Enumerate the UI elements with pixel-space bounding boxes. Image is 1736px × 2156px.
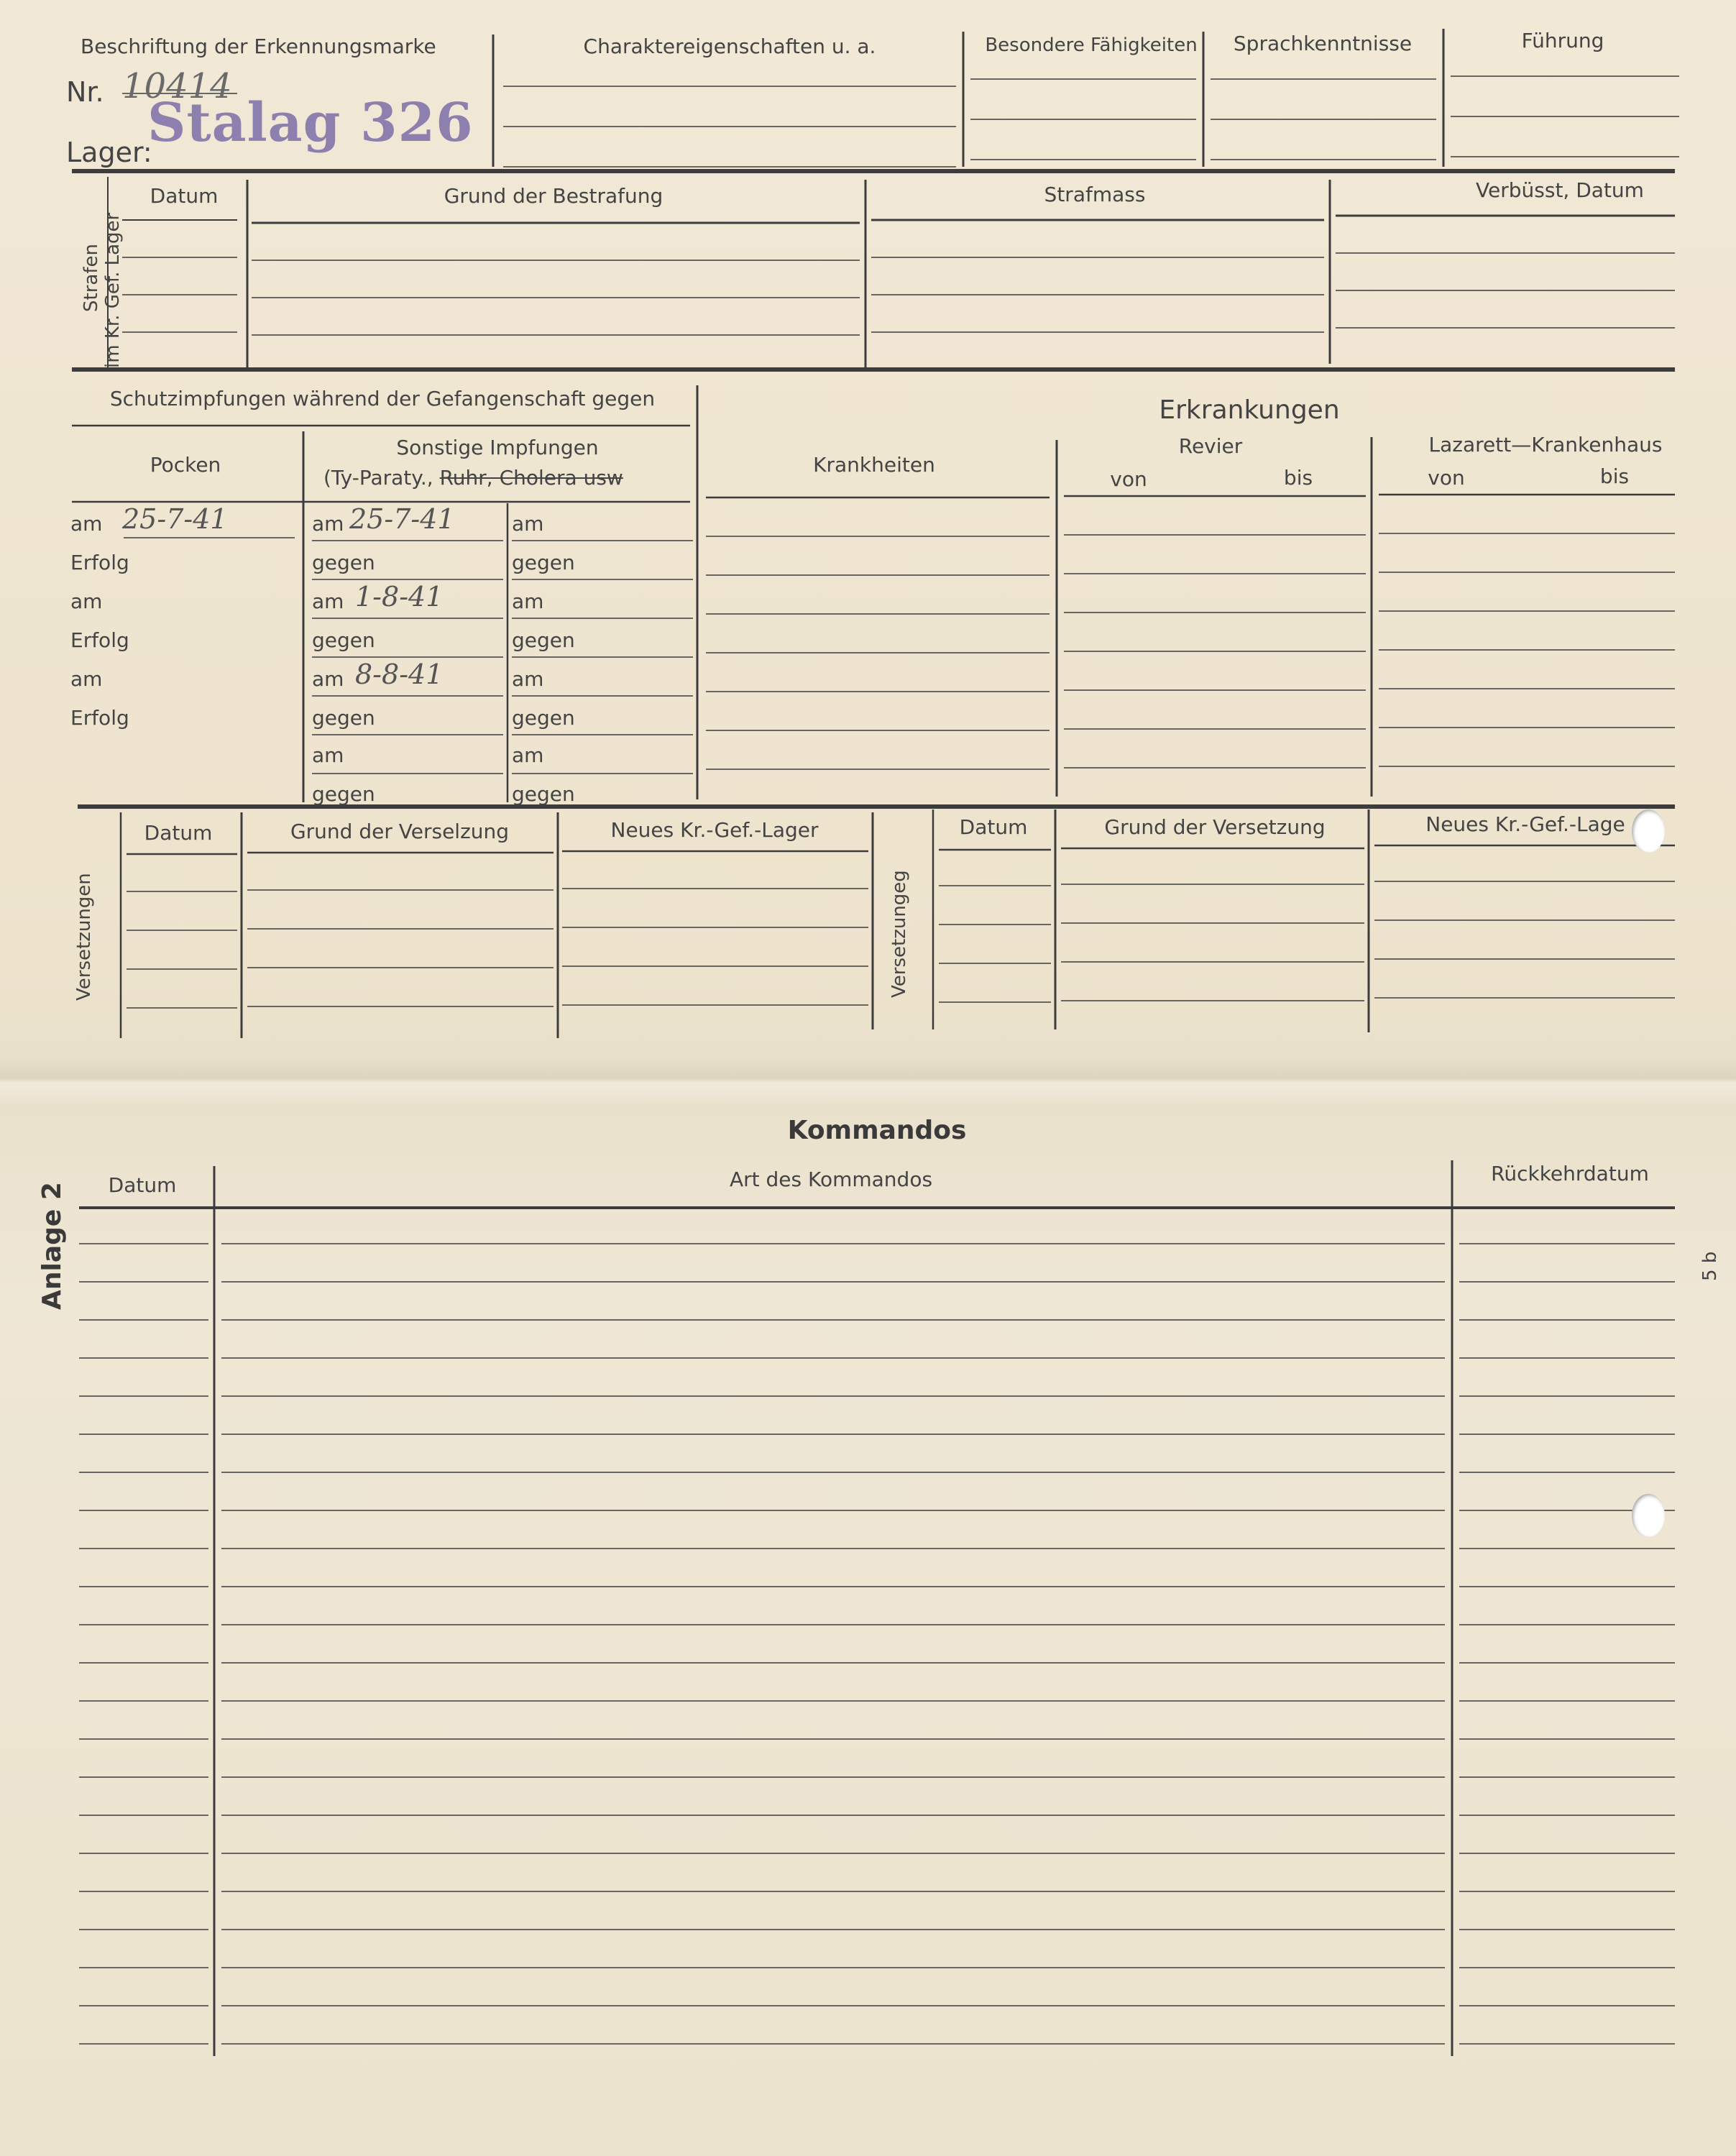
kommandos-col-art: Art des Kommandos [729, 1168, 933, 1191]
sonstige-date-2: 1-8-41 [355, 581, 444, 613]
erkrankungen-col-revier: Revier [1178, 434, 1243, 458]
sonstige-a-gegen: gegen [312, 782, 375, 806]
pocken-row-am: am [70, 512, 103, 536]
sonstige-b-gegen: gegen [512, 551, 575, 574]
sonstige-b-gegen: gegen [512, 782, 575, 806]
col-beschriftung-header: Beschriftung der Erkennungsmarke [81, 35, 436, 58]
sonstige-a-gegen: gegen [312, 706, 375, 730]
nr-label: Nr. [66, 76, 104, 108]
pocken-row-am: am [70, 590, 103, 613]
pocken-row-erfolg: Erfolg [70, 551, 129, 574]
punch-hole-bottom [1632, 1494, 1665, 1537]
pocken-row-erfolg: Erfolg [70, 706, 129, 730]
lager-stamp: Stalag 326 [147, 92, 474, 154]
pocken-row-erfolg: Erfolg [70, 628, 129, 652]
revier-von: von [1110, 467, 1147, 491]
col-sprach-header: Sprachkenntnisse [1233, 32, 1413, 55]
punch-hole-top [1632, 809, 1665, 853]
strafen-col-grund: Grund der Bestrafung [444, 184, 663, 208]
kommandos-col-rueckkehr: Rückkehrdatum [1491, 1162, 1649, 1185]
sonstige-ty-paraty: (Ty-Paraty., [323, 466, 433, 490]
sonstige-b-gegen: gegen [512, 628, 575, 652]
col-faehigkeiten-header: Besondere Fähigkeiten [985, 35, 1198, 56]
col-fuehrung-header: Führung [1521, 29, 1604, 52]
versetzungen-col-datum-right: Datum [959, 815, 1028, 839]
versetzungen-side-label-left: Versetzungen [73, 873, 95, 1001]
strafen-col-verbuesst: Verbüsst, Datum [1476, 178, 1644, 202]
sonstige-a-am: am [312, 590, 344, 613]
versetzungen-col-grund: Grund der Verselzung [290, 820, 510, 843]
sonstige-a-gegen: gegen [312, 551, 375, 574]
impfungen-col-sonstige-1: Sonstige Impfungen [396, 436, 599, 459]
sonstige-struck-text: Ruhr, Cholera usw [439, 466, 623, 490]
versetzungen-col-grund-right: Grund der Versetzung [1104, 815, 1326, 839]
sonstige-a-am: am [312, 512, 344, 536]
strafen-side-label-1: Strafen [81, 244, 102, 312]
sonstige-b-gegen: gegen [512, 706, 575, 730]
pocken-row-am: am [70, 667, 103, 691]
anlage-label: Anlage 2 [37, 1182, 67, 1310]
erkrankungen-col-lazarett: Lazarett—Krankenhaus [1428, 433, 1663, 457]
lazarett-von: von [1428, 466, 1465, 490]
erkrankungen-title: Erkrankungen [1159, 395, 1340, 425]
sonstige-a-gegen: gegen [312, 628, 375, 652]
versetzungen-col-neues: Neues Kr.-Gef.-Lager [610, 818, 819, 842]
impfungen-title: Schutzimpfungen während der Gefangenschaft gegen [109, 387, 656, 410]
lager-label: Lager: [66, 137, 152, 168]
sonstige-b-am: am [512, 512, 544, 536]
strafen-col-datum: Datum [150, 184, 219, 208]
lazarett-bis: bis [1599, 464, 1630, 488]
sonstige-a-am: am [312, 667, 344, 691]
versetzungen-side-label-right: Versetzungeg [888, 870, 910, 998]
sonstige-b-am: am [512, 590, 544, 613]
sonstige-b-am: am [512, 667, 544, 691]
nr-value: 10414 [122, 66, 232, 106]
pocken-date: 25-7-41 [122, 503, 228, 535]
sonstige-date-3: 8-8-41 [355, 659, 444, 690]
sonstige-date-1: 25-7-41 [349, 503, 455, 535]
erkrankungen-col-krankheiten: Krankheiten [813, 453, 935, 477]
kommandos-col-datum: Datum [108, 1173, 177, 1197]
impfungen-col-sonstige-2 [323, 466, 623, 490]
col-charakter-header: Charaktereigenschaften u. a. [583, 35, 876, 58]
revier-bis: bis [1283, 466, 1313, 490]
sonstige-b-am: am [512, 743, 544, 767]
strafen-side-label-2: im Kr. Gef. Lager [102, 212, 124, 368]
kommandos-title: Kommandos [787, 1116, 967, 1145]
impfungen-col-pocken: Pocken [150, 453, 221, 477]
strafen-col-strafmass: Strafmass [1044, 183, 1146, 206]
sonstige-a-am: am [312, 743, 344, 767]
versetzungen-col-datum: Datum [144, 821, 213, 845]
versetzungen-col-neues-right: Neues Kr.-Gef.-Lage [1425, 812, 1625, 836]
form-code: 5 b [1699, 1251, 1721, 1281]
